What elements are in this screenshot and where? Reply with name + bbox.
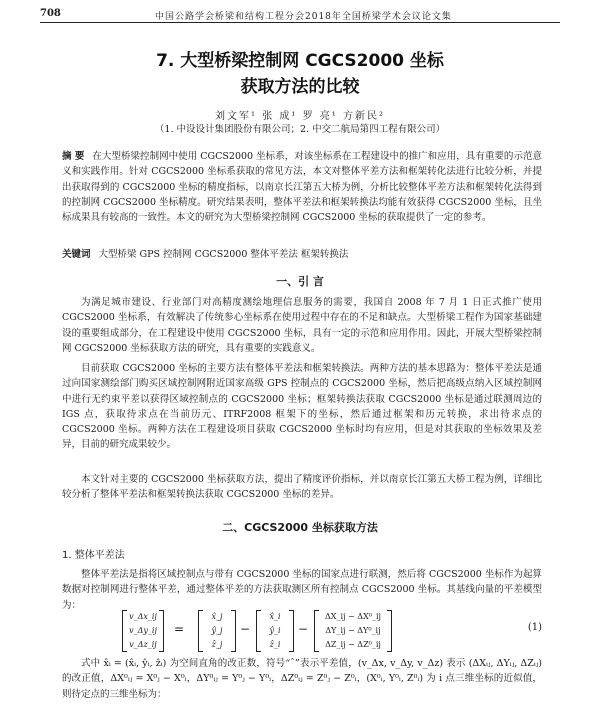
- equation-xj-vector: [198, 610, 236, 652]
- keywords-label: 关键词: [62, 249, 91, 260]
- section-heading-introduction: 一、引 言: [276, 275, 324, 288]
- paper-title-line2: 获取方法的比较: [240, 77, 360, 97]
- keywords-text: 大型桥梁 GPS 控制网 CGCS2000 整体平差法 框架转换法: [98, 249, 349, 260]
- abstract-label: 摘 要: [62, 151, 85, 162]
- abstract-text: 在大型桥梁控制网中使用 CGCS2000 坐标系，对该坐标系在工程建设中的推广和应用，具有重要的示范意义和实践作用。针对 CGCS2000 坐标系获取的常见方法，本文对整体平差方法和框架转化法进行比较分析，并提出获取得到的 CGCS2000 坐标的精度指标，以南京长江第五大桥为例，分析比较整体平差方法和框架转化法得到的控制网 CGCS2000 坐标精度。研究结果表明，整体平差法和框架转换法均能有效获得 CGCS2000 坐标，且坐标成果具有较高的一致性。本文的研究为大型桥梁控制网 CGCS2000 坐标的获取提供了一定的参考。: [62, 151, 542, 224]
- methods-paragraph-1: 整体平差法是指将区域控制点与带有 CGCS2000 坐标的国家点进行联测，然后将 CGCS2000 坐标作为起算数据对控制网进行整体平差，通过整体平差的方法获取测区所有控制点 CGCS2000 坐标。其基线向量的平差模型为：: [62, 569, 542, 611]
- intro-paragraph-2: 目前获取 CGCS2000 坐标的主要方法有整体平差法和框架转换法。两种方法的基本思路为：整体平差法是通过向国家测绘部门购买区域控制网附近国家高级 GPS 控制点的 CGCS2000 坐标，然后把高级点纳入区域控制网中进行无约束平差以获得区域控制点的 CGCS2000 坐标；框架转换法获取 CGCS2000 坐标是通过联测周边的 IGS 点，获取待求点在当前历元、ITRF2008 框架下的坐标，然后通过框架和历元转换，求出待求点的 CGCS2000 坐标。两种方法在工程建设项目获取 CGCS2000 坐标时均有应用，但是对其获取的坐标效果及差异，目前的研究成果较少。: [62, 363, 542, 451]
- equation-operator: −: [298, 622, 309, 636]
- intro-paragraph-1: 为满足城市建设、行业部门对高精度测绘地理信息服务的需要，我国自 2008 年 7 月 1 日正式推广使用 CGCS2000 坐标系，有效解决了传统参心坐标系在使用过程中存在的不足和缺点。大型桥梁工程作为国家基础建设的重要组成部分，在工程建设中使用 CGCS2000 坐标，具有一定的示范和应用作用。因此，开展大型桥梁控制网 CGCS2000 坐标获取方法的研究，具有重要的实践意义。: [62, 297, 542, 354]
- equation-operator: =: [174, 622, 185, 636]
- equation-cell: v_Δz_ij: [129, 640, 157, 649]
- equation-cell: v_Δx_ij: [129, 612, 157, 621]
- intro-paragraph-3: 本文针对主要的 CGCS2000 坐标获取方法，提出了精度评价指标，并以南京长江第五大桥工程为例，详细比较分析了整体平差法和框架转换法获取 CGCS2000 坐标的差异。: [62, 474, 542, 501]
- equation-rhs-vector: [314, 610, 392, 652]
- equation-number: (1): [527, 622, 542, 633]
- equation-1: [122, 610, 542, 652]
- page-number: 708: [40, 8, 61, 19]
- equation-cell: ΔY_ij − ΔY⁰_ij: [325, 626, 381, 635]
- equation-cell: v_Δy_ij: [129, 626, 157, 635]
- equation-cell: ŷ_j: [211, 626, 223, 635]
- authors: 刘文军¹ 张 成¹ 罗 亮¹ 方新民²: [215, 111, 385, 122]
- abstract: [62, 149, 542, 225]
- equation-cell: ΔX_ij − ΔX⁰_ij: [324, 612, 382, 621]
- equation-cell: ŷ_i: [269, 626, 281, 635]
- methods-paragraph-2: 式中 x̂ᵢ = (x̂ᵢ, ŷᵢ, ẑᵢ) 为空间直角的改正数，符号“ˆ”表示平差值，(v_Δx, v_Δy, v_Δz) 表示 (ΔXᵢⱼ, ΔYᵢⱼ, ΔZᵢⱼ) 的改正值，ΔX⁰ᵢⱼ = X⁰ⱼ − X⁰ᵢ，ΔY⁰ᵢⱼ = Y⁰ⱼ − Y⁰ᵢ，ΔZ⁰ᵢⱼ = Z⁰ⱼ − Z⁰ᵢ，(X⁰ᵢ, Y⁰ᵢ, Z⁰ᵢ) 为 i 点三维坐标的近似值，则待定点的三维坐标为：: [62, 658, 542, 700]
- equation-cell: ẑ_j: [211, 640, 223, 649]
- running-title: 中国公路学会桥梁和结构工程分会2018年全国桥梁学术会议论文集: [155, 12, 452, 22]
- equation-cell: x̂_i: [269, 612, 281, 621]
- keywords: [62, 246, 542, 260]
- section-heading-methods: 二、CGCS2000 坐标获取方法: [222, 521, 378, 534]
- equation-cell: ẑ_i: [269, 640, 281, 649]
- equation-operator: −: [240, 622, 251, 636]
- running-head: [40, 8, 560, 23]
- equation-xi-vector: [256, 610, 294, 652]
- paper-title-line1: 7. 大型桥梁控制网 CGCS2000 坐标: [156, 51, 444, 71]
- equation-lhs-vector: [122, 610, 164, 652]
- affiliation: （1. 中设设计集团股份有限公司；2. 中交二航局第四工程有限公司）: [154, 124, 446, 135]
- subsection-heading-adjustment: 1. 整体平差法: [62, 550, 125, 561]
- equation-cell: ΔZ_ij − ΔZ⁰_ij: [325, 640, 381, 649]
- equation-cell: x̂_j: [211, 612, 223, 621]
